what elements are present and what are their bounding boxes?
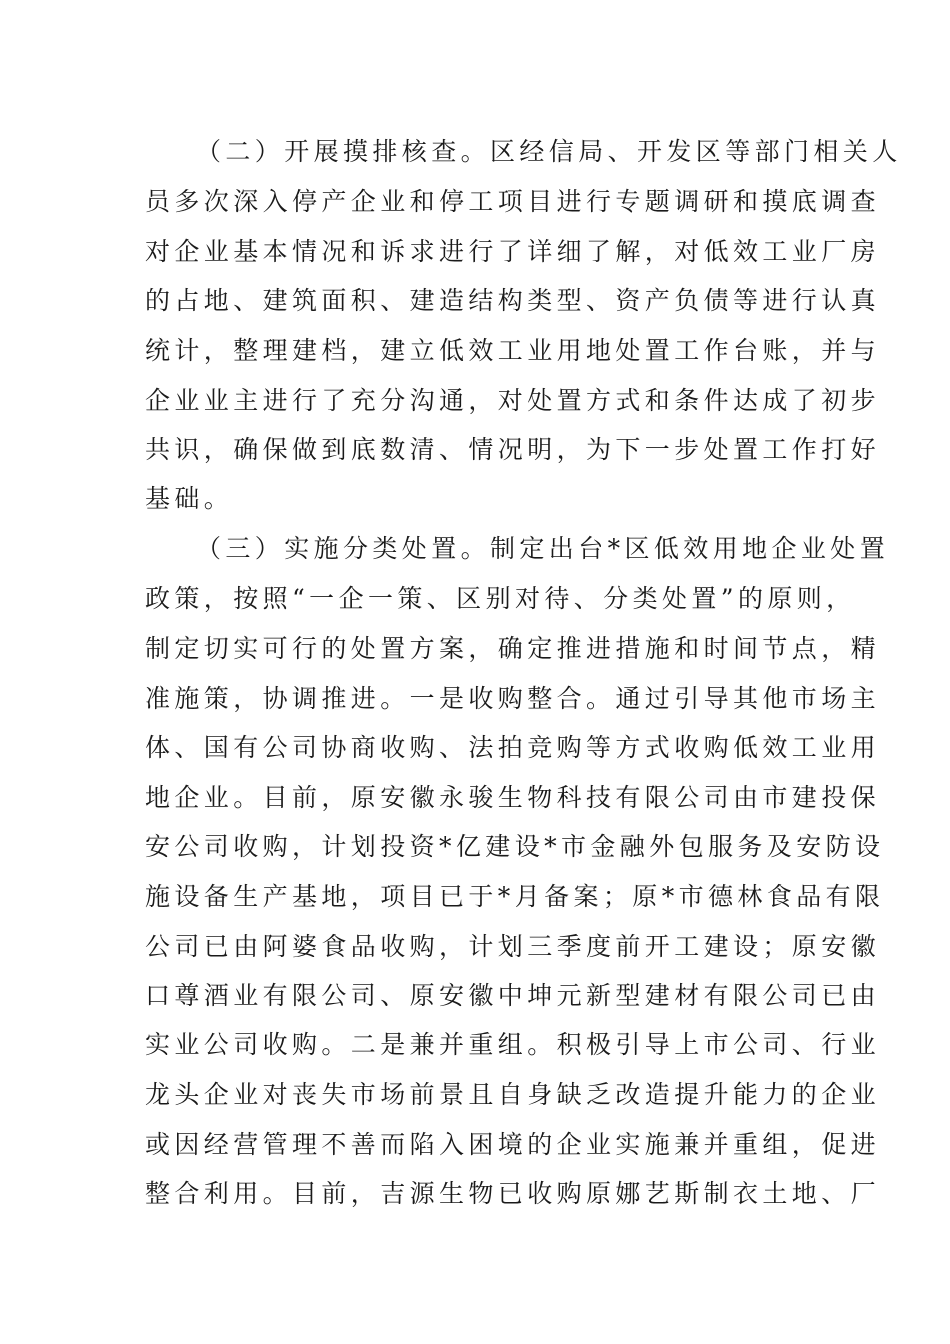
paragraph-3-line-13: 或因经营管理不善而陷入困境的企业实施兼并重组，促进: [145, 1130, 881, 1159]
paragraph-2-line-1: （二）开展摸排核查。区经信局、开发区等部门相关人: [196, 137, 902, 166]
paragraph-3-line-12: 龙头企业对丧失市场前景且自身缺乏改造提升能力的企业: [145, 1080, 881, 1109]
paragraph-2-line-3: 对企业基本情况和诉求进行了详细了解，对低效工业厂房: [145, 237, 881, 266]
paragraph-3-line-1: （三）实施分类处置。制定出台*区低效用地企业处置: [196, 534, 890, 563]
paragraph-2-line-6: 企业业主进行了充分沟通，对处置方式和条件达成了初步: [145, 386, 881, 415]
paragraph-3-line-6: 地企业。目前，原安徽永骏生物科技有限公司由市建投保: [145, 783, 881, 812]
paragraph-3-line-2: 政策，按照“一企一策、区别对待、分类处置”的原则，: [145, 584, 856, 613]
paragraph-3-line-10: 口尊酒业有限公司、原安徽中坤元新型建材有限公司已由: [145, 981, 881, 1010]
paragraph-3-line-14: 整合利用。目前，吉源生物已收购原娜艺斯制衣土地、厂: [145, 1179, 881, 1208]
paragraph-2-line-7: 共识，确保做到底数清、情况明，为下一步处置工作打好: [145, 435, 881, 464]
paragraph-2-line-8: 基础。: [145, 484, 234, 513]
paragraph-2-line-5: 统计，整理建档，建立低效工业用地处置工作台账，并与: [145, 336, 881, 365]
paragraph-3-line-7: 安公司收购，计划投资*亿建设*市金融外包服务及安防设: [145, 832, 885, 861]
paragraph-3-line-8: 施设备生产基地，项目已于*月备案；原*市德林食品有限: [145, 882, 885, 911]
paragraph-3-line-11: 实业公司收购。二是兼并重组。积极引导上市公司、行业: [145, 1030, 881, 1059]
paragraph-2-line-4: 的占地、建筑面积、建造结构类型、资产负债等进行认真: [145, 286, 881, 315]
paragraph-3-line-9: 公司已由阿婆食品收购，计划三季度前开工建设；原安徽: [145, 932, 881, 961]
paragraph-2-line-2: 员多次深入停产企业和停工项目进行专题调研和摸底调查: [145, 187, 881, 216]
paragraph-3-line-5: 体、国有公司协商收购、法拍竞购等方式收购低效工业用: [145, 733, 881, 762]
paragraph-3-line-4: 准施策，协调推进。一是收购整合。通过引导其他市场主: [145, 684, 881, 713]
paragraph-3-line-3: 制定切实可行的处置方案，确定推进措施和时间节点，精: [145, 634, 881, 663]
